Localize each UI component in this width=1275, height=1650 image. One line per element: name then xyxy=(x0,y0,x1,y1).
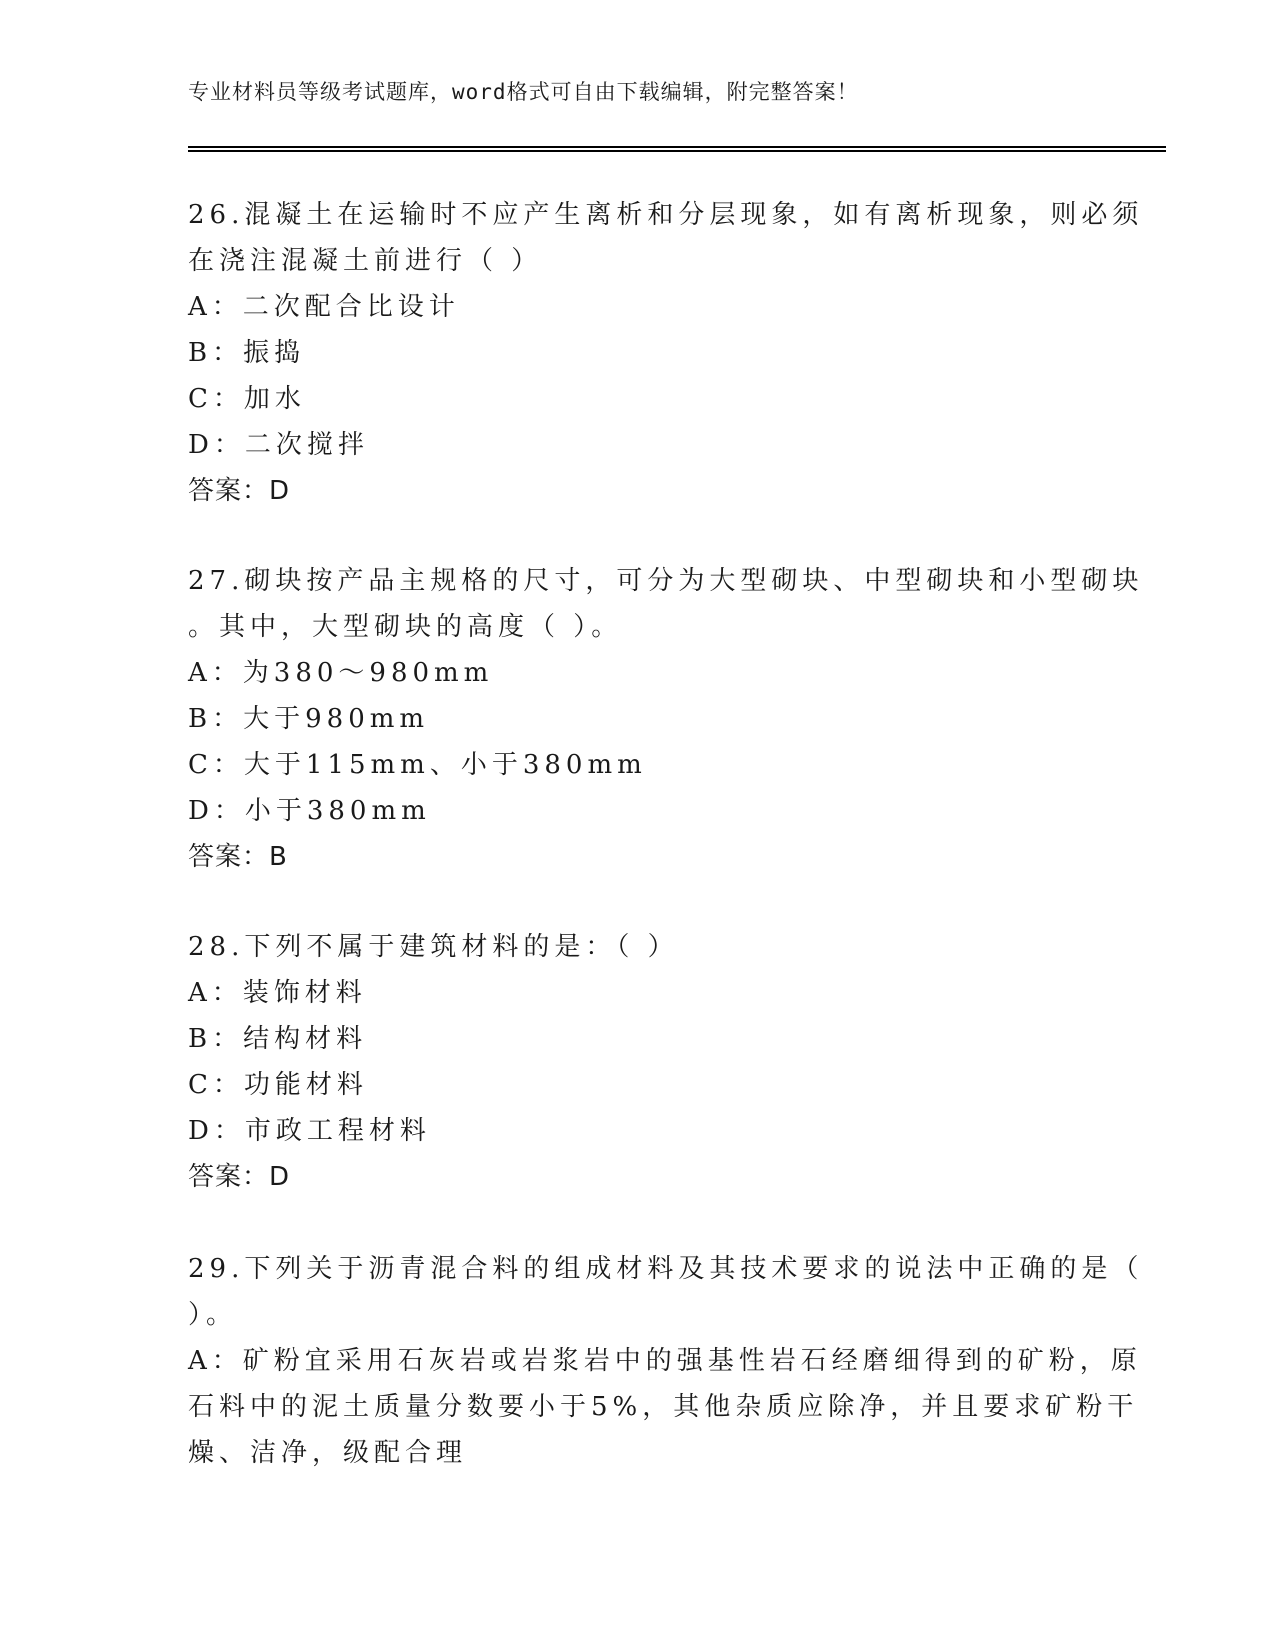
question-stem-line: 27.砌块按产品主规格的尺寸，可分为大型砌块、中型砌块和小型砌块 xyxy=(188,566,1144,596)
question-stem-line: ）。 xyxy=(188,1300,238,1330)
question-26 xyxy=(188,192,1144,514)
option-c: C：加水 xyxy=(188,384,306,414)
option-a: A：装饰材料 xyxy=(188,978,367,1008)
answer-line: 答案：D xyxy=(188,1162,291,1192)
option-a-continued: 燥、洁净，级配合理 xyxy=(188,1438,468,1468)
question-stem-line: 29.下列关于沥青混合料的组成材料及其技术要求的说法中正确的是（ xyxy=(188,1254,1144,1284)
option-b: B：振捣 xyxy=(188,338,306,368)
option-c: C：功能材料 xyxy=(188,1070,368,1100)
question-29 xyxy=(188,1246,1144,1476)
option-a: A：为380～980mm xyxy=(188,658,494,688)
answer-line: 答案：D xyxy=(188,476,291,506)
question-28 xyxy=(188,924,1088,1200)
option-d: D：市政工程材料 xyxy=(188,1116,431,1146)
header-text: 专业材料员等级考试题库，word格式可自由下载编辑，附完整答案！ xyxy=(188,80,859,104)
option-d: D：小于380mm xyxy=(188,796,431,826)
question-stem-line: 在浇注混凝土前进行（ ） xyxy=(188,246,543,276)
question-stem-line: 26.混凝土在运输时不应产生离析和分层现象，如有离析现象，则必须 xyxy=(188,200,1144,230)
question-stem-line: 。其中，大型砌块的高度（ ）。 xyxy=(188,612,623,642)
option-d: D：二次搅拌 xyxy=(188,430,369,460)
answer-line: 答案：B xyxy=(188,842,288,872)
option-a: A：矿粉宜采用石灰岩或岩浆岩中的强基性岩石经磨细得到的矿粉，原 xyxy=(188,1346,1142,1376)
option-b: B：大于980mm xyxy=(188,704,430,734)
option-a-continued: 石料中的泥土质量分数要小于5%，其他杂质应除净，并且要求矿粉干 xyxy=(188,1392,1139,1422)
header-divider xyxy=(188,146,1166,152)
option-a: A：二次配合比设计 xyxy=(188,292,460,322)
question-stem-line: 28.下列不属于建筑材料的是：（ ） xyxy=(188,932,679,962)
option-c: C：大于115mm、小于380mm xyxy=(188,750,647,780)
question-27 xyxy=(188,558,1144,880)
option-b: B：结构材料 xyxy=(188,1024,368,1054)
